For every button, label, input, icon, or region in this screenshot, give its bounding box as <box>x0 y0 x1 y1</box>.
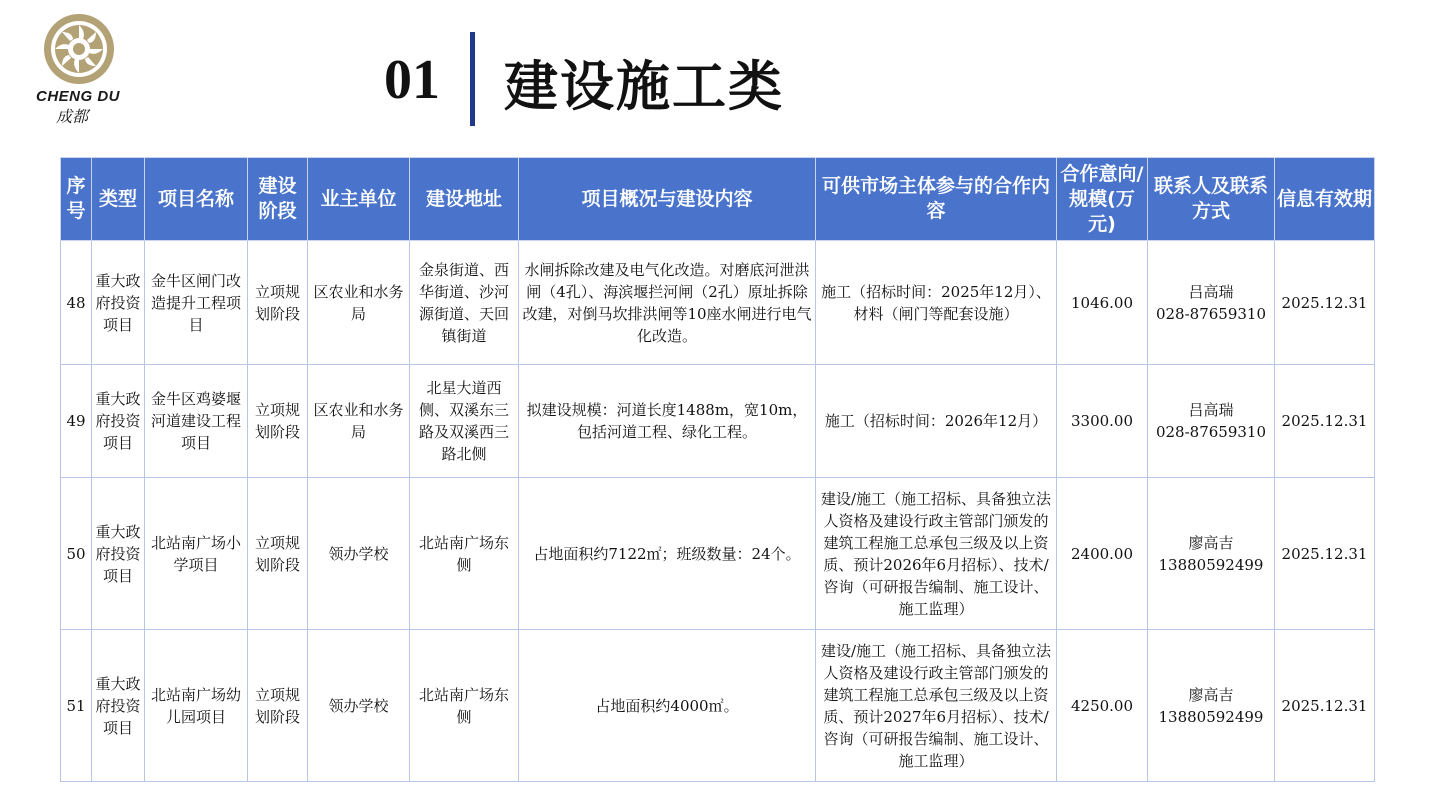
cell-coop: 建设/施工（施工招标、具备独立法人资格及建设行政主管部门颁发的建筑工程施工总承包三级及以上资质、预计2026年6月招标）、技术/咨询（可研报告编制、施工设计、施工监理） <box>816 478 1057 630</box>
cell-type: 重大政府投资项目 <box>92 478 145 630</box>
cell-address: 北星大道西侧、双溪东三路及双溪西三路北侧 <box>410 365 519 478</box>
section-number: 01 <box>384 49 440 111</box>
cell-stage: 立项规划阶段 <box>248 478 308 630</box>
cell-no: 50 <box>61 478 92 630</box>
cell-name: 金牛区鸡婆堰河道建设工程项目 <box>145 365 248 478</box>
cell-coop: 建设/施工（施工招标、具备独立法人资格及建设行政主管部门颁发的建筑工程施工总承包三级及以上资质、预计2027年6月招标）、技术/咨询（可研报告编制、施工设计、施工监理） <box>816 630 1057 782</box>
cell-contact <box>1148 241 1275 365</box>
project-table <box>60 157 1375 782</box>
contact-phone: 13880592499 <box>1158 707 1264 726</box>
table-row <box>61 365 1375 478</box>
logo-text-en: CHENG DU <box>36 88 121 105</box>
contact-phone: 028-87659310 <box>1155 304 1267 323</box>
cell-owner: 区农业和水务局 <box>308 241 410 365</box>
cell-no: 51 <box>61 630 92 782</box>
cell-contact <box>1148 478 1275 630</box>
cell-overview: 水闸拆除改建及电气化改造。对磨底河泄洪闸（4孔）、海滨堰拦河闸（2孔）原址拆除改建，对倒马坎排洪闸等10座水闸进行电气化改造。 <box>519 241 816 365</box>
cell-scale: 1046.00 <box>1057 241 1148 365</box>
contact-name: 廖高吉 <box>1188 533 1234 552</box>
cell-coop: 施工（招标时间：2026年12月） <box>816 365 1057 478</box>
cell-valid: 2025.12.31 <box>1275 241 1375 365</box>
cell-type: 重大政府投资项目 <box>92 365 145 478</box>
cell-overview: 占地面积约7122㎡；班级数量：24个。 <box>519 478 816 630</box>
header-overview: 项目概况与建设内容 <box>519 158 816 241</box>
cell-address: 北站南广场东侧 <box>410 630 519 782</box>
cell-owner: 领办学校 <box>308 630 410 782</box>
cell-name: 北站南广场小学项目 <box>145 478 248 630</box>
contact-name: 廖高吉 <box>1188 685 1234 704</box>
table-row <box>61 478 1375 630</box>
title-divider <box>470 32 475 126</box>
contact-phone: 028-87659310 <box>1155 423 1267 441</box>
page-title: 建设施工类 <box>504 54 784 118</box>
chengdu-logo <box>0 0 160 140</box>
cell-name: 北站南广场幼儿园项目 <box>145 630 248 782</box>
header-valid: 信息有效期 <box>1275 158 1375 241</box>
cell-scale: 3300.00 <box>1057 365 1148 478</box>
cell-type: 重大政府投资项目 <box>92 241 145 365</box>
table-row <box>61 241 1375 365</box>
contact-name: 吕高瑞 <box>1188 282 1234 301</box>
sunbird-emblem-icon <box>42 12 116 86</box>
table-row <box>61 630 1375 782</box>
cell-name: 金牛区闸门改造提升工程项目 <box>145 241 248 365</box>
cell-stage: 立项规划阶段 <box>248 241 308 365</box>
cell-overview: 拟建设规模：河道长度1488m，宽10m，包括河道工程、绿化工程。 <box>519 365 816 478</box>
header-address: 建设地址 <box>410 158 519 241</box>
contact-phone: 13880592499 <box>1158 555 1264 574</box>
cell-owner: 区农业和水务局 <box>308 365 410 478</box>
header-coop: 可供市场主体参与的合作内容 <box>816 158 1057 241</box>
cell-no: 48 <box>61 241 92 365</box>
contact-name: 吕高瑞 <box>1188 401 1234 419</box>
cell-valid: 2025.12.31 <box>1275 365 1375 478</box>
cell-address: 金泉街道、西华街道、沙河源街道、天回镇街道 <box>410 241 519 365</box>
cell-address: 北站南广场东侧 <box>410 478 519 630</box>
header-name: 项目名称 <box>145 158 248 241</box>
logo-text-cn: 成都 <box>56 107 89 126</box>
cell-overview: 占地面积约4000㎡。 <box>519 630 816 782</box>
cell-contact <box>1148 630 1275 782</box>
cell-valid: 2025.12.31 <box>1275 478 1375 630</box>
cell-scale: 2400.00 <box>1057 478 1148 630</box>
header-owner: 业主单位 <box>308 158 410 241</box>
cell-owner: 领办学校 <box>308 478 410 630</box>
cell-coop: 施工（招标时间：2025年12月）、材料（闸门等配套设施） <box>816 241 1057 365</box>
cell-stage: 立项规划阶段 <box>248 630 308 782</box>
cell-scale: 4250.00 <box>1057 630 1148 782</box>
cell-valid: 2025.12.31 <box>1275 630 1375 782</box>
table-header-row <box>61 158 1375 241</box>
header-no: 序号 <box>61 158 92 241</box>
header-scale: 合作意向/规模(万元) <box>1057 158 1148 241</box>
cell-type: 重大政府投资项目 <box>92 630 145 782</box>
header-type: 类型 <box>92 158 145 241</box>
header-stage: 建设阶段 <box>248 158 308 241</box>
header-contact: 联系人及联系方式 <box>1148 158 1275 241</box>
cell-contact <box>1148 365 1275 478</box>
cell-no: 49 <box>61 365 92 478</box>
cell-stage: 立项规划阶段 <box>248 365 308 478</box>
